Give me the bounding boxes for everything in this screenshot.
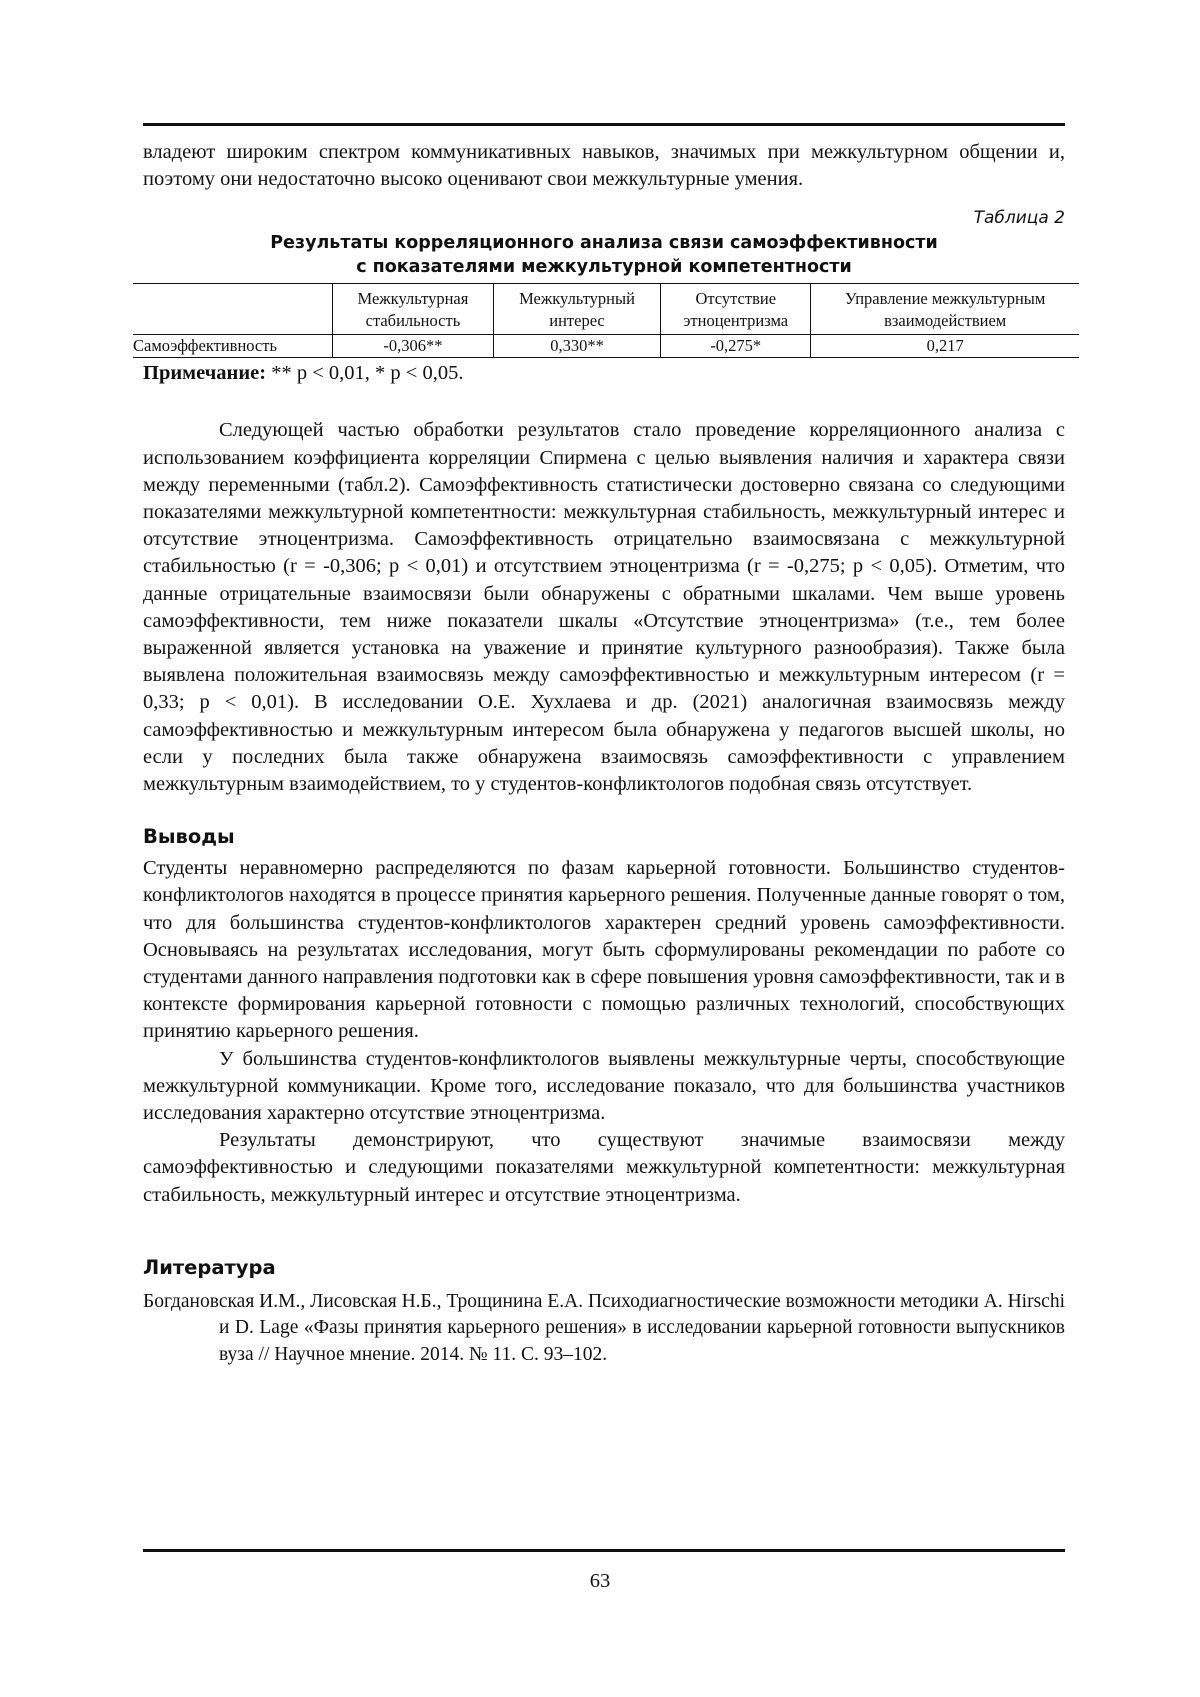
table-header-empty — [133, 284, 332, 335]
table-row-label: Самоэффективность — [133, 335, 332, 358]
table-header-cell: Межкультурная стабильность — [332, 284, 493, 335]
footer-rule — [143, 1549, 1065, 1552]
table-title — [143, 231, 1065, 279]
conclusions-heading: Выводы — [143, 824, 1065, 850]
table-cell: 0,330** — [493, 335, 660, 358]
conclusions-paragraph-2: У большинства студентов-конфликтологов выявлены межкультурные черты, способствующие межкультурной коммуникации. Кроме того, исследование показало, что для большинства участников исследования характерно отсутствие этноцентризма. — [143, 1046, 1065, 1128]
correlation-table — [133, 283, 1079, 358]
page-number: 63 — [0, 1570, 1200, 1593]
analysis-paragraph: Следующей частью обработки результатов стало проведение корреляционного анализа с использованием коэффициента корреляции Спирмена с целью выявления наличия и характера связи между переменными (табл.2). Самоэффективность статистически достоверно связана со следующими показателями межкультурной компетентности: межкультурная стабильность, межкультурный интерес и отсутствие этноцентризма. Самоэффективность отрицательно взаимосвязана с межкультурной стабильностью (r = -0,306; p < 0,01) и отсутствием этноцентризма (r = -0,275; p < 0,05). Отметим, что данные отрицательные взаимосвязи были обнаружены с обратными шкалами. Чем выше уровень самоэффективности, тем ниже показатели шкалы «Отсутствие этноцентризма» (т.е., тем более выраженной является установка на уважение и принятие культурного разнообразия). Также была выявлена положительная взаимосвязь между самоэффективностью и межкультурным интересом (r = 0,33; p < 0,01). В исследовании О.Е. Хухлаева и др. (2021) аналогичная взаимосвязь между самоэффективностью и межкультурным интересом была обнаружена у педагогов высшей школы, но если у последних была также обнаружена взаимосвязь самоэффективности с управлением межкультурным взаимодействием, то у студентов-конфликтологов подобная связь отсутствует. — [143, 417, 1065, 798]
conclusions-paragraph-3: Результаты демонстрируют, что существуют значимые взаимосвязи между самоэффективностью и следующими показателями межкультурной компетентности: межкультурная стабильность, межкультурный интерес и отсутствие этноцентризма. — [143, 1127, 1065, 1209]
table-header-cell: Отсутствие этноцентризма — [661, 284, 811, 335]
table-header-row — [133, 284, 1079, 335]
table-cell: -0,275* — [661, 335, 811, 358]
table-header-cell: Межкультурный интерес — [493, 284, 660, 335]
table-number: Таблица 2 — [143, 207, 1065, 229]
table-cell: 0,217 — [811, 335, 1079, 358]
table-note-text: ** p < 0,01, * p < 0,05. — [266, 362, 463, 384]
intro-paragraph: владеют широким спектром коммуникативных навыков, значимых при межкультурном общении и, поэтому они недостаточно высоко оценивают свои межкультурные умения. — [143, 139, 1065, 193]
table-header-cell: Управление межкультурным взаимодействием — [811, 284, 1079, 335]
header-rule — [143, 123, 1065, 126]
conclusions-paragraph-1: Студенты неравномерно распределяются по фазам карьерной готовности. Большинство студентов-конфликтологов находятся в процессе принятия карьерного решения. Полученные данные говорят о том, что для большинства студентов-конфликтологов характерен средний уровень самоэффективности. Основываясь на результатах исследования, могут быть сформулированы рекомендации по работе со студентами данного направления подготовки как в сфере повышения уровня самоэффективности, так и в контексте формирования карьерной готовности с помощью различных технологий, способствующих принятию карьерного решения. — [143, 855, 1065, 1045]
literature-heading: Литература — [143, 1255, 1065, 1281]
table-row — [133, 335, 1079, 358]
table-note — [143, 360, 1065, 387]
page-body — [143, 139, 1065, 1369]
table-title-line-1: Результаты корреляционного анализа связи самоэффективности — [143, 231, 1065, 255]
reference-item: Богдановская И.М., Лисовская Н.Б., Трощинина Е.А. Психодиагностические возможности методики A. Hirschi и D. Lage «Фазы принятия карьерного решения» в исследовании карьерной готовности выпускников вуза // Научное мнение. 2014. № 11. С. 93–102. — [143, 1289, 1065, 1369]
table-title-line-2: с показателями межкультурной компетентности — [143, 255, 1065, 279]
table-note-label: Примечание: — [143, 362, 266, 384]
table-cell: -0,306** — [332, 335, 493, 358]
